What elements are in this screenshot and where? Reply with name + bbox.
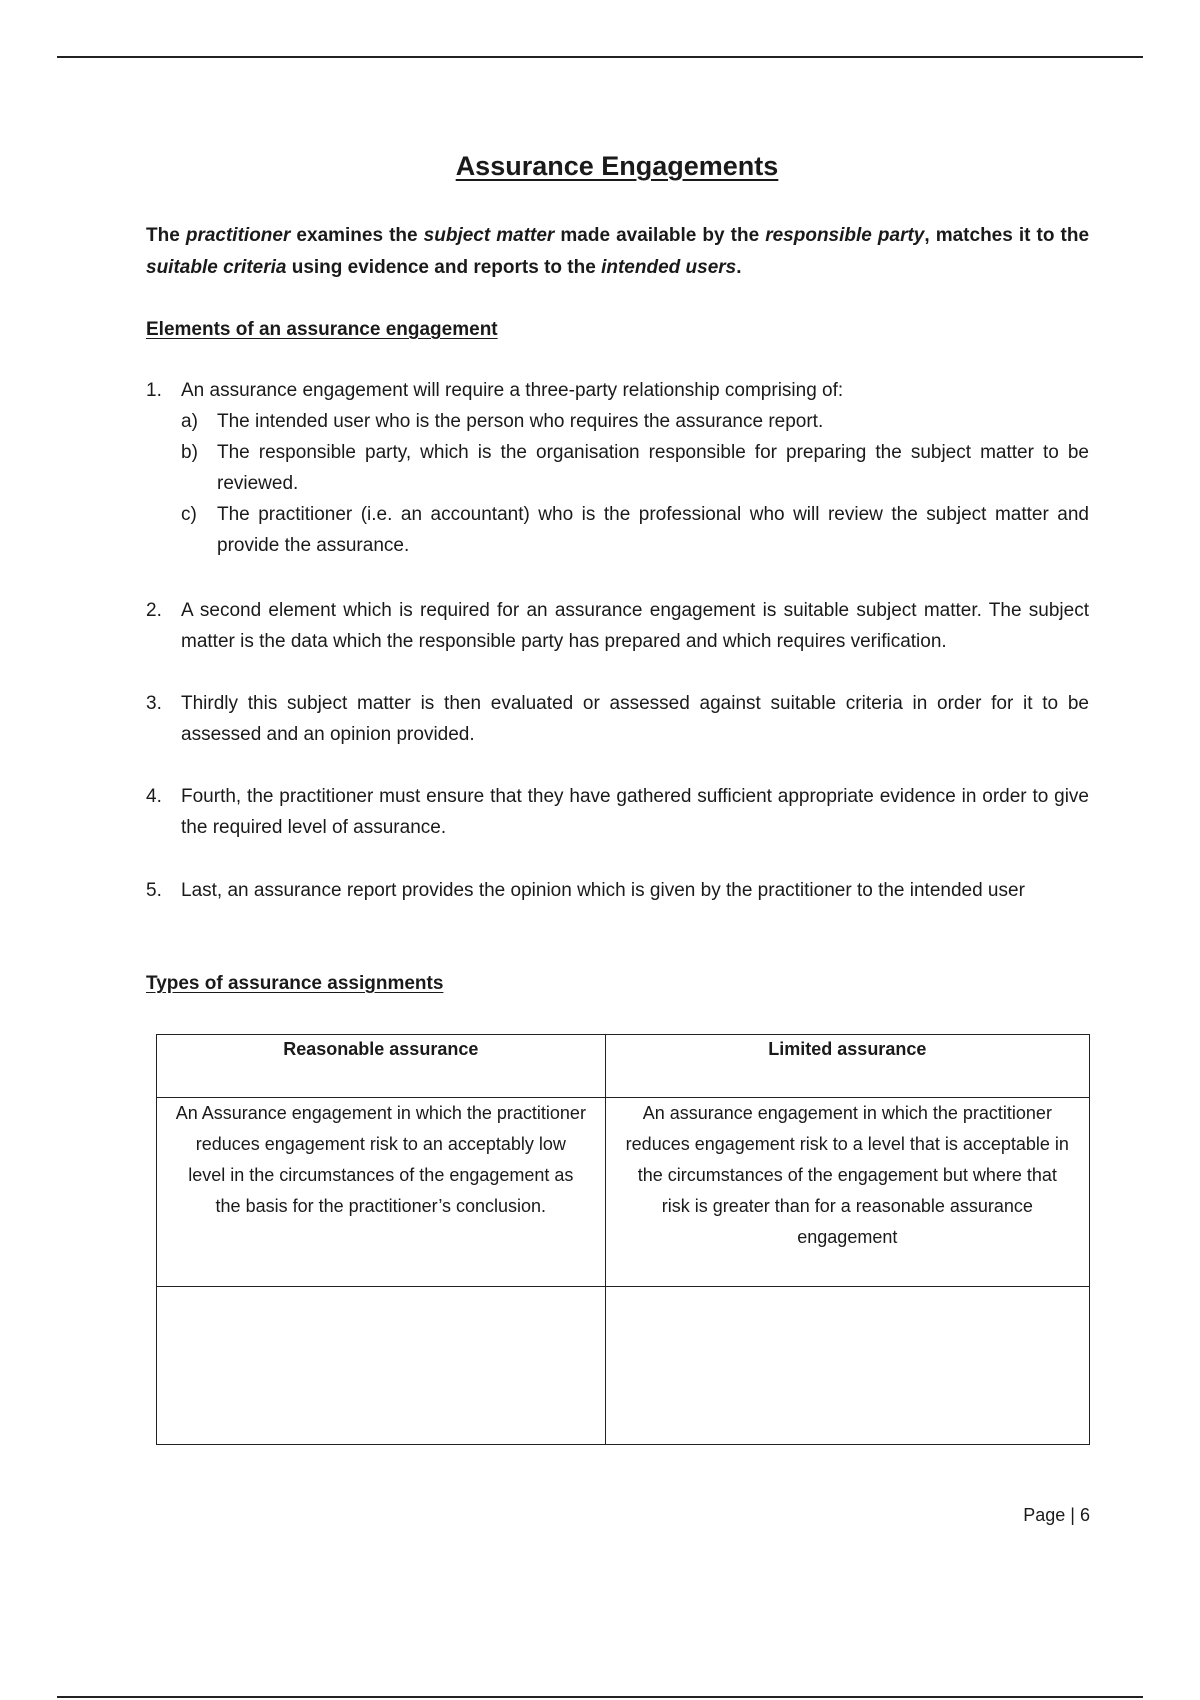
- list-number: 2.: [146, 600, 162, 621]
- list-item-text: Thirdly this subject matter is then evaluated or assessed against suitable criteria in order for it to be assessed and an opinion provided.: [181, 693, 1089, 745]
- sub-item-letter: b): [181, 442, 198, 463]
- table-cell-empty: [157, 1287, 606, 1445]
- table-row-empty: [157, 1287, 1090, 1445]
- bottom-rule: [57, 1696, 1143, 1698]
- sub-item-letter: c): [181, 504, 197, 525]
- list-item-text: A second element which is required for an assurance engagement is suitable subject matter. The subject matter is the data which the responsible party has prepared and which requires verification.: [181, 600, 1089, 652]
- list-item-1: [146, 375, 1089, 561]
- page-title: Assurance Engagements: [455, 151, 779, 181]
- list-number: 1.: [146, 380, 162, 401]
- sub-item-c: [181, 499, 1089, 561]
- list-item-2: [146, 595, 1089, 657]
- page-number: Page | 6: [1023, 1505, 1090, 1525]
- list-number: 3.: [146, 693, 162, 714]
- header-reasonable: Reasonable assurance: [157, 1035, 606, 1098]
- sub-item-text: The practitioner (i.e. an accountant) who is the professional who will review the subject matter and provide the assurance.: [217, 504, 1089, 556]
- list-item-5: [146, 875, 1089, 906]
- list-item-3: [146, 688, 1089, 750]
- sub-item-text: The intended user who is the person who requires the assurance report.: [217, 411, 824, 432]
- table-cell-empty: [605, 1287, 1089, 1445]
- sub-item-a: [181, 406, 1089, 437]
- list-item-text: Last, an assurance report provides the opinion which is given by the practitioner to the intended user: [181, 880, 1025, 901]
- header-limited: Limited assurance: [605, 1035, 1089, 1098]
- elements-heading: Elements of an assurance engagement: [146, 319, 498, 340]
- top-rule: [57, 56, 1143, 58]
- sub-item-letter: a): [181, 411, 198, 432]
- types-heading: Types of assurance assignments: [146, 973, 444, 994]
- table-header-row: [157, 1035, 1090, 1098]
- reasonable-description: An Assurance engagement in which the practitioner reduces engagement risk to an acceptably low level in the circumstances of the engagement as the basis for the practitioner’s conclusion.: [157, 1098, 606, 1287]
- intro-paragraph: The practitioner examines the subject matter made available by the responsible party, matches it to the suitable criteria using evidence and reports to the intended users.: [146, 225, 1090, 278]
- list-number: 5.: [146, 880, 162, 901]
- table-row: [157, 1098, 1090, 1287]
- sub-item-text: The responsible party, which is the organisation responsible for preparing the subject matter to be reviewed.: [217, 442, 1089, 494]
- assurance-types-table: [156, 1034, 1090, 1445]
- limited-description: An assurance engagement in which the practitioner reduces engagement risk to a level that is acceptable in the circumstances of the engagement but where that risk is greater than for a reasonable assurance engagement: [605, 1098, 1089, 1287]
- list-number: 4.: [146, 786, 162, 807]
- sub-item-b: [181, 437, 1089, 499]
- list-item-4: [146, 781, 1089, 843]
- list-item-text: An assurance engagement will require a three-party relationship comprising of:: [181, 380, 844, 401]
- list-item-text: Fourth, the practitioner must ensure that they have gathered sufficient appropriate evidence in order to give the required level of assurance.: [181, 786, 1089, 838]
